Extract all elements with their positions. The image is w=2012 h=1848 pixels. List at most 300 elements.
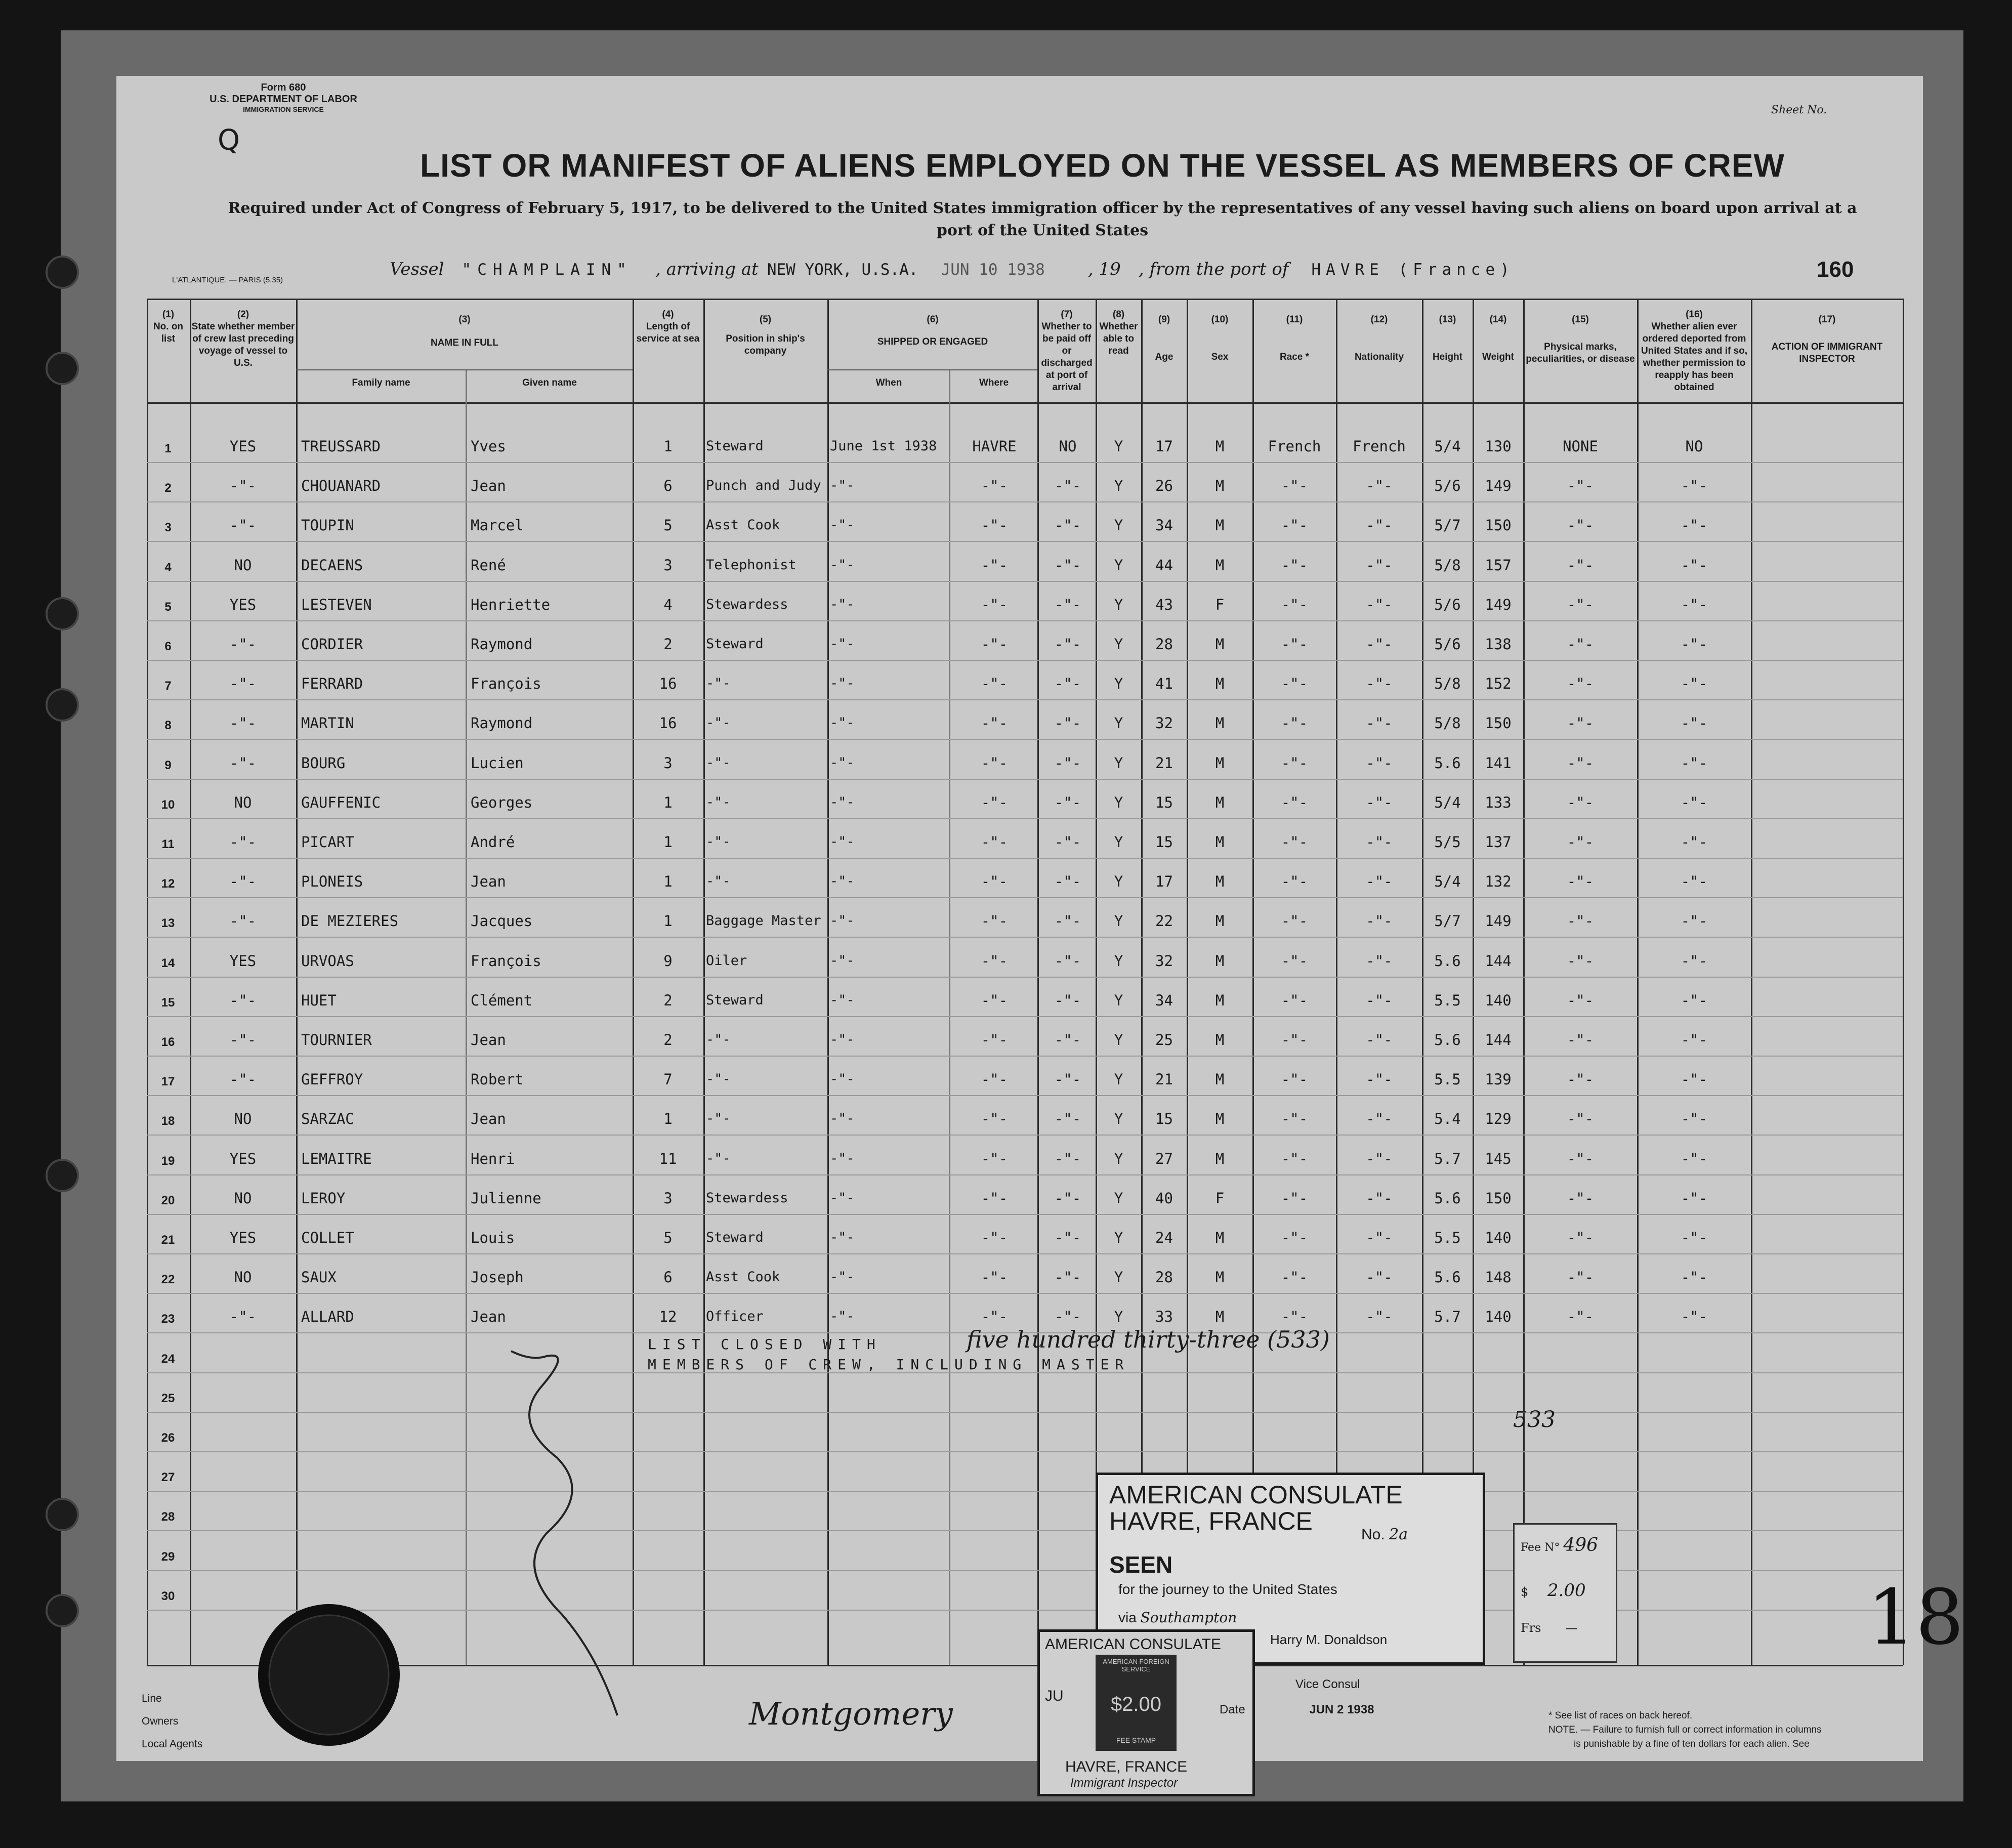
col-10-header: (10) Sex (1211, 314, 1229, 362)
cell-prev: YES (229, 596, 257, 613)
printer-mark: L'ATLANTIQUE. — PARIS (5.35) (172, 276, 283, 284)
cell-position: -"- (706, 834, 731, 850)
cell-height: 5/6 (1434, 596, 1461, 613)
cell-read: Y (1114, 1189, 1123, 1207)
cell-sex: M (1215, 1229, 1225, 1246)
penalty-note-2: is punishable by a fine of ten dollars for each alien. See (1574, 1739, 1810, 1749)
cell-where: -"- (981, 873, 1008, 891)
cell-read: Y (1114, 715, 1123, 732)
page-number: 160 (1817, 257, 1854, 282)
cell-weight: 157 (1485, 556, 1512, 574)
cell-family: GEFFROY (301, 1071, 363, 1088)
row-number: 26 (161, 1431, 175, 1445)
cell-age: 32 (1155, 952, 1173, 970)
total-note: 533 (1513, 1407, 1556, 1433)
vice-consul-label: Vice Consul (1295, 1677, 1360, 1691)
cell-nationality: -"- (1366, 1269, 1393, 1286)
cell-weight: 140 (1485, 1229, 1512, 1246)
cell-deported: -"- (1681, 793, 1708, 811)
cell-paid: -"- (1054, 1308, 1081, 1326)
cell-service: 2 (663, 1031, 673, 1048)
cell-service: 11 (659, 1150, 677, 1167)
cell-prev: -"- (229, 477, 257, 495)
small-stamp-partial: JU (1045, 1688, 1064, 1704)
cell-height: 5.6 (1434, 1269, 1461, 1286)
cell-marks: -"- (1567, 754, 1594, 772)
row-number: 20 (161, 1193, 175, 1207)
row-rule (147, 1016, 1903, 1017)
row-rule (147, 1610, 1903, 1611)
cell-sex: M (1215, 517, 1225, 534)
col-7-header: (7) Whether to be paid off or discharged at port of arrival (1041, 309, 1093, 393)
row-number: 14 (161, 956, 175, 970)
cell-position: -"- (706, 754, 731, 771)
row-number: 19 (161, 1154, 175, 1168)
cell-given: Lucien (471, 754, 524, 772)
cell-service: 1 (663, 873, 673, 891)
row-number: 24 (161, 1352, 175, 1366)
cell-given: Marcel (471, 517, 524, 534)
cell-paid: -"- (1054, 912, 1081, 930)
cell-height: 5.5 (1434, 1071, 1461, 1088)
cell-race: -"- (1281, 517, 1308, 534)
cell-sex: M (1215, 833, 1225, 851)
cell-position: Asst Cook (706, 517, 780, 533)
cell-weight: 149 (1485, 477, 1512, 495)
cell-weight: 148 (1485, 1269, 1512, 1286)
cell-when: -"- (830, 636, 855, 652)
cell-sex: M (1215, 1110, 1225, 1128)
col-divider (1637, 299, 1639, 1665)
cell-when: -"- (830, 952, 855, 969)
row-number: 4 (164, 560, 172, 574)
cell-sex: M (1215, 675, 1225, 693)
cell-race: -"- (1281, 675, 1308, 693)
cell-race: -"- (1281, 1308, 1308, 1326)
col-8-header: (8) Whether able to read (1099, 309, 1138, 356)
cell-deported: -"- (1681, 912, 1708, 930)
cell-weight: 140 (1485, 1308, 1512, 1326)
cell-read: Y (1114, 1110, 1123, 1128)
row-rule (147, 1412, 1903, 1413)
cell-sex: M (1215, 477, 1225, 495)
cell-age: 43 (1155, 596, 1173, 613)
vessel-line (390, 259, 1515, 279)
cell-weight: 145 (1485, 1150, 1512, 1167)
cell-race: -"- (1281, 952, 1308, 970)
row-rule (147, 897, 1903, 898)
cell-deported: -"- (1681, 991, 1708, 1009)
row-rule (147, 620, 1903, 621)
cell-nationality: -"- (1366, 1071, 1393, 1088)
cell-marks: -"- (1567, 873, 1594, 891)
cell-family: BOURG (301, 754, 346, 772)
cell-service: 2 (663, 636, 673, 653)
col-divider (827, 299, 829, 1665)
cell-given: Jean (471, 1031, 506, 1048)
cell-where: -"- (981, 754, 1008, 772)
family-name-header: Family name (352, 377, 410, 388)
cell-nationality: -"- (1366, 912, 1393, 930)
cell-where: -"- (981, 912, 1008, 930)
col-divider (466, 369, 467, 1665)
cell-given: Jacques (471, 912, 533, 930)
cell-when: -"- (830, 715, 855, 731)
cell-given: Joseph (471, 1269, 524, 1286)
cell-paid: -"- (1054, 1150, 1081, 1167)
col-divider (1903, 299, 1904, 1665)
cell-sex: M (1215, 952, 1225, 970)
col-divider (1751, 299, 1752, 1665)
small-stamp-line-2: HAVRE, FRANCE (1065, 1758, 1188, 1775)
cell-family: LEMAITRE (301, 1150, 372, 1167)
cell-deported: -"- (1681, 715, 1708, 732)
cell-paid: -"- (1054, 517, 1081, 534)
cell-race: -"- (1281, 991, 1308, 1009)
line-label: Line (142, 1693, 162, 1704)
cell-height: 5/4 (1434, 873, 1461, 891)
cell-read: Y (1114, 1071, 1123, 1088)
col-3-header: (3) NAME IN FULL (430, 314, 499, 348)
list-closed-line-2: MEMBERS OF CREW, INCLUDING MASTER (648, 1356, 1130, 1373)
cell-paid: -"- (1054, 991, 1081, 1009)
cell-prev: NO (234, 1269, 252, 1286)
cell-service: 1 (663, 833, 673, 851)
cell-read: Y (1114, 1031, 1123, 1048)
cell-where: -"- (981, 833, 1008, 851)
requirement-line-1: Required under Act of Congress of February 5, 1917, to be delivered to the United States immigration officer by the representatives of any vessel having such aliens on board upon arrival at a (228, 199, 1857, 217)
cell-deported: -"- (1681, 1269, 1708, 1286)
form-header (192, 82, 374, 113)
cell-deported: -"- (1681, 1189, 1708, 1207)
cell-position: -"- (706, 676, 731, 692)
cell-age: 17 (1155, 438, 1173, 455)
arrival-date-stamp: JUN 10 1938 (941, 261, 1045, 279)
col-divider (1422, 299, 1423, 1665)
col-12-header: (12) Nationality (1354, 314, 1404, 362)
cell-where: -"- (981, 1189, 1008, 1207)
cell-where: -"- (981, 1071, 1008, 1088)
cell-marks: -"- (1567, 675, 1594, 693)
cell-nationality: -"- (1366, 793, 1393, 811)
cell-sex: M (1215, 1269, 1225, 1286)
cell-marks: -"- (1567, 1189, 1594, 1207)
cell-paid: -"- (1054, 556, 1081, 574)
row-number: 15 (161, 995, 175, 1010)
cell-service: 1 (663, 793, 673, 811)
cell-marks: -"- (1567, 912, 1594, 930)
row-number: 16 (161, 1035, 175, 1049)
cell-paid: -"- (1054, 833, 1081, 851)
cell-height: 5/7 (1434, 517, 1461, 534)
cell-where: -"- (981, 636, 1008, 653)
cell-when: -"- (830, 1150, 855, 1166)
row-number: 25 (161, 1391, 175, 1405)
cell-age: 27 (1155, 1150, 1173, 1167)
col-11-header: (11) Race * (1279, 314, 1310, 362)
row-number: 27 (161, 1471, 175, 1485)
cell-nationality: -"- (1366, 715, 1393, 732)
consulate-no: No. 2a (1361, 1526, 1408, 1543)
row-number: 21 (161, 1233, 175, 1247)
col-15-header: (15) Physical marks, peculiarities, or disease (1526, 314, 1635, 364)
cell-age: 21 (1155, 754, 1173, 772)
cell-where: -"- (981, 1308, 1008, 1326)
cell-sex: M (1215, 636, 1225, 653)
cell-age: 21 (1155, 1071, 1173, 1088)
cell-weight: 141 (1485, 754, 1512, 772)
row-rule (147, 1095, 1903, 1096)
row-rule (147, 779, 1903, 780)
where-header: Where (979, 377, 1009, 388)
cell-age: 33 (1155, 1308, 1173, 1326)
row-number: 5 (164, 600, 172, 614)
cell-position: Officer (706, 1309, 764, 1325)
cell-prev: -"- (229, 1308, 257, 1326)
cell-read: Y (1114, 793, 1123, 811)
table-header-rule (147, 402, 1903, 404)
cell-read: Y (1114, 1308, 1123, 1326)
cell-sex: M (1215, 438, 1225, 455)
cell-race: -"- (1281, 1150, 1308, 1167)
cell-nationality: -"- (1366, 1110, 1393, 1128)
cell-race: -"- (1281, 1189, 1308, 1207)
handwritten-total: five hundred thirty-three (533) (967, 1326, 1330, 1353)
row-rule (147, 1253, 1903, 1254)
cell-service: 6 (663, 477, 673, 495)
cell-nationality: French (1353, 438, 1406, 455)
cell-given: Jean (471, 477, 506, 495)
row-number: 29 (161, 1549, 175, 1564)
cell-service: 1 (663, 438, 673, 455)
cell-height: 5.5 (1434, 991, 1461, 1009)
cell-deported: -"- (1681, 477, 1708, 495)
cell-deported: -"- (1681, 1229, 1708, 1246)
cell-when: -"- (830, 1111, 855, 1127)
cell-age: 41 (1155, 675, 1173, 693)
cell-service: 3 (663, 1189, 673, 1207)
cell-where: -"- (981, 1031, 1008, 1048)
cell-weight: 140 (1485, 991, 1512, 1009)
cell-prev: -"- (229, 636, 257, 653)
cell-age: 28 (1155, 636, 1173, 653)
cell-position: -"- (706, 1150, 731, 1166)
cell-when: -"- (830, 1309, 855, 1325)
cell-when: -"- (830, 834, 855, 850)
cell-nationality: -"- (1366, 1229, 1393, 1246)
cell-position: -"- (706, 1071, 731, 1087)
cell-height: 5/4 (1434, 438, 1461, 455)
cell-family: GAUFFENIC (301, 793, 381, 811)
requirement-text (182, 197, 1903, 242)
department: U.S. DEPARTMENT OF LABOR (209, 94, 357, 105)
table-bottom-rule (147, 1665, 1903, 1666)
col-divider (633, 299, 634, 1665)
row-number: 6 (164, 640, 172, 653)
cell-weight: 144 (1485, 952, 1512, 970)
cell-where: HAVRE (972, 438, 1017, 455)
row-rule (147, 1214, 1903, 1215)
cell-marks: -"- (1567, 1031, 1594, 1048)
cell-given: Henri (471, 1150, 515, 1167)
row-number: 30 (161, 1589, 175, 1603)
cell-race: -"- (1281, 793, 1308, 811)
punch-hole-icon (46, 1498, 79, 1531)
cell-deported: -"- (1681, 1308, 1708, 1326)
cell-weight: 130 (1485, 438, 1512, 455)
cell-race: -"- (1281, 1229, 1308, 1246)
row-number: 28 (161, 1510, 175, 1524)
row-rule (147, 1570, 1903, 1571)
cell-position: Stewardess (706, 1190, 788, 1206)
cell-marks: -"- (1567, 833, 1594, 851)
cell-service: 3 (663, 754, 673, 772)
row-number: 13 (161, 916, 175, 931)
cell-marks: -"- (1567, 1071, 1594, 1088)
row-number: 18 (161, 1114, 175, 1128)
cell-prev: YES (229, 1229, 257, 1246)
cell-nationality: -"- (1366, 636, 1393, 653)
cell-service: 12 (659, 1308, 677, 1326)
cell-deported: -"- (1681, 1150, 1708, 1167)
cell-prev: -"- (229, 1031, 257, 1048)
cell-given: Clément (471, 991, 533, 1009)
cell-sex: M (1215, 715, 1225, 732)
cell-prev: NO (234, 1110, 252, 1128)
cell-paid: -"- (1054, 1031, 1081, 1048)
cell-race: -"- (1281, 596, 1308, 613)
cell-where: -"- (981, 596, 1008, 613)
cell-service: 5 (663, 1229, 673, 1246)
cell-given: François (471, 675, 541, 693)
cell-race: -"- (1281, 636, 1308, 653)
row-rule (147, 541, 1903, 542)
cell-deported: -"- (1681, 873, 1708, 891)
cell-family: PLONEIS (301, 873, 363, 891)
immigrant-inspector-label: Immigrant Inspector (1070, 1776, 1178, 1790)
cell-prev: NO (234, 793, 252, 811)
cell-age: 40 (1155, 1189, 1173, 1207)
cell-age: 26 (1155, 477, 1173, 495)
cell-when: -"- (830, 517, 855, 533)
cell-family: HUET (301, 991, 337, 1009)
cell-prev: -"- (229, 873, 257, 891)
row-rule (147, 581, 1903, 582)
cell-position: Steward (706, 438, 764, 454)
row-rule (147, 1451, 1903, 1452)
cell-nationality: -"- (1366, 596, 1393, 613)
punch-hole-icon (46, 256, 79, 289)
cell-deported: -"- (1681, 675, 1708, 693)
cell-deported: -"- (1681, 556, 1708, 574)
cell-nationality: -"- (1366, 754, 1393, 772)
cell-weight: 150 (1485, 1189, 1512, 1207)
cell-position: Baggage Master (706, 913, 821, 929)
cell-sex: F (1215, 1189, 1225, 1207)
col-divider (949, 369, 950, 1665)
cell-family: ALLARD (301, 1308, 354, 1326)
col-6-header: (6) SHIPPED OR ENGAGED (877, 314, 988, 347)
cell-where: -"- (981, 517, 1008, 534)
row-rule (147, 1491, 1903, 1492)
cell-when: -"- (830, 754, 855, 771)
cell-read: Y (1114, 912, 1123, 930)
fee-number: Fee N° 496 (1521, 1535, 1599, 1556)
cell-nationality: -"- (1366, 873, 1393, 891)
cell-read: Y (1114, 1269, 1123, 1286)
row-number: 23 (161, 1312, 175, 1326)
cell-read: Y (1114, 517, 1123, 534)
row-number: 17 (161, 1075, 175, 1089)
cell-weight: 139 (1485, 1071, 1512, 1088)
name-subheader-rule (296, 369, 633, 370)
cell-family: MARTIN (301, 715, 354, 732)
consul-signature: Harry M. Donaldson (1270, 1632, 1388, 1647)
cell-sex: M (1215, 873, 1225, 891)
form-number: Form 680 (261, 82, 306, 93)
cell-read: Y (1114, 438, 1123, 455)
pencil-mark: Q (218, 124, 240, 157)
cell-where: -"- (981, 675, 1008, 693)
cell-deported: NO (1685, 438, 1703, 455)
cell-where: -"- (981, 1269, 1008, 1286)
cell-position: -"- (706, 1111, 731, 1127)
cell-weight: 144 (1485, 1031, 1512, 1048)
cell-service: 16 (659, 715, 677, 732)
cell-age: 34 (1155, 517, 1173, 534)
margin-page-number: 18 (1867, 1574, 1964, 1662)
cell-weight: 150 (1485, 517, 1512, 534)
inspector-signature: Montgomery (749, 1695, 953, 1732)
cell-prev: -"- (229, 833, 257, 851)
cell-sex: M (1215, 1150, 1225, 1167)
cell-age: 28 (1155, 1269, 1173, 1286)
cell-family: DE MEZIERES (301, 912, 399, 930)
cell-race: -"- (1281, 833, 1308, 851)
cell-marks: -"- (1567, 517, 1594, 534)
row-rule (147, 462, 1903, 463)
cell-service: 1 (663, 1110, 673, 1128)
col-5-header: (5) Position in ship's company (726, 314, 805, 356)
cell-marks: -"- (1567, 1269, 1594, 1286)
cell-when: -"- (830, 1032, 855, 1047)
cell-marks: -"- (1567, 596, 1594, 613)
cell-marks: -"- (1567, 793, 1594, 811)
cell-read: Y (1114, 991, 1123, 1009)
cell-age: 15 (1155, 833, 1173, 851)
cell-prev: -"- (229, 912, 257, 930)
col-divider (1141, 299, 1143, 1665)
cell-given: André (471, 833, 515, 851)
punch-hole-icon (46, 352, 79, 385)
col-divider (1523, 299, 1525, 1665)
cell-prev: -"- (229, 715, 257, 732)
cell-paid: -"- (1054, 952, 1081, 970)
from-label: , from the port of (1138, 259, 1289, 279)
manifest-sheet (116, 76, 1923, 1790)
cell-marks: -"- (1567, 477, 1594, 495)
cell-deported: -"- (1681, 636, 1708, 653)
cell-paid: -"- (1054, 1110, 1081, 1128)
cell-when: -"- (830, 913, 855, 929)
owners-label: Owners (142, 1715, 179, 1727)
cell-age: 44 (1155, 556, 1173, 574)
row-number: 2 (164, 481, 172, 495)
cell-prev: -"- (229, 1071, 257, 1088)
cell-sex: M (1215, 991, 1225, 1009)
cell-paid: -"- (1054, 1071, 1081, 1088)
cell-position: -"- (706, 715, 731, 731)
